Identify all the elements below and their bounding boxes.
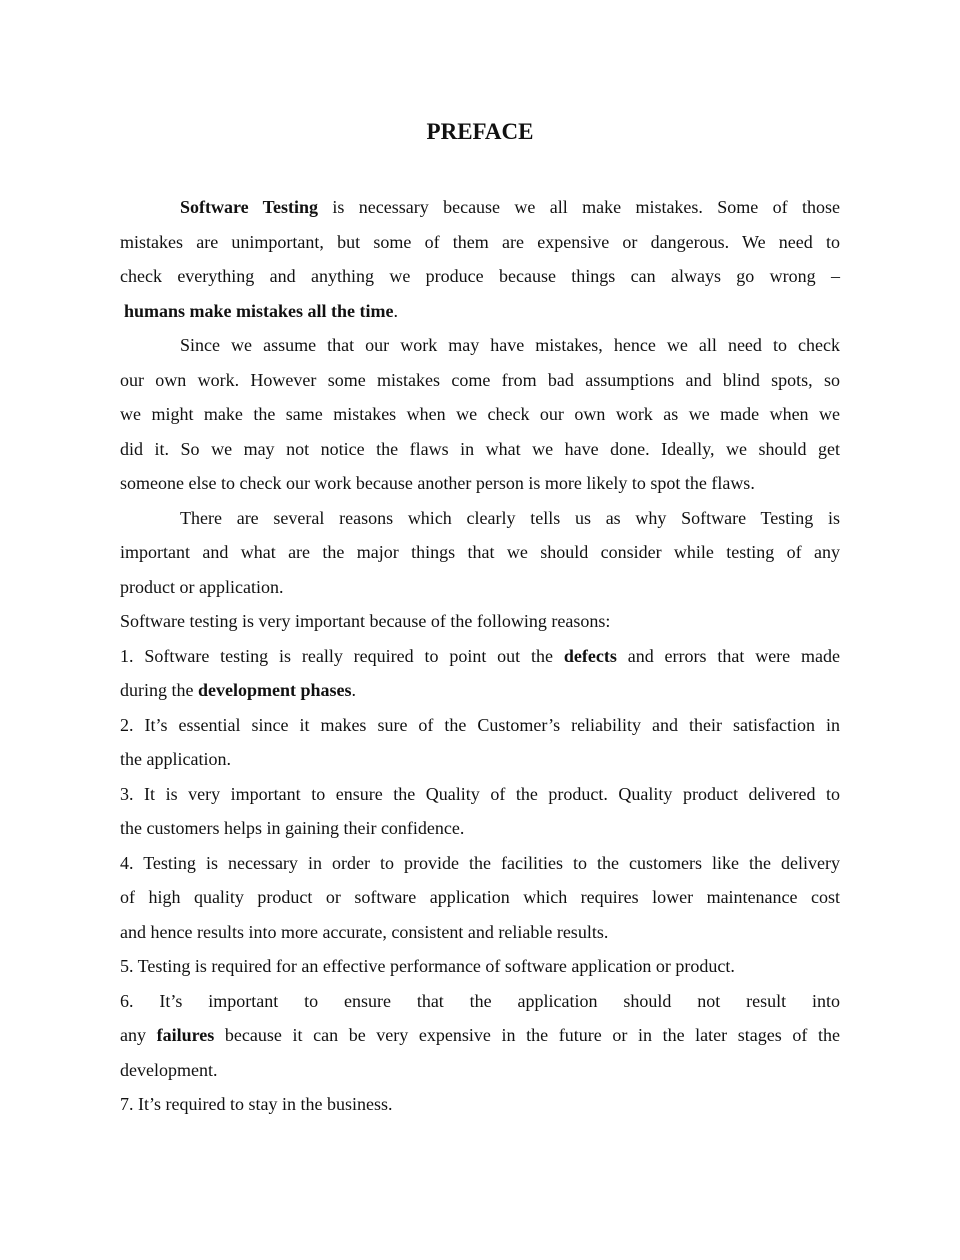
bold-term: development phases — [198, 680, 352, 700]
text-span: during the — [120, 680, 198, 700]
text-line: important and what are the major things that we should consider while testing of any — [120, 542, 840, 562]
text-span: . — [351, 680, 357, 700]
bold-term: humans make mistakes all the time — [124, 300, 394, 321]
text-line — [120, 673, 840, 708]
text-line — [120, 190, 840, 225]
text-span: and errors that were made — [616, 645, 840, 666]
text-line: we might make the same mistakes when we check our own work as we made when we — [120, 404, 840, 424]
text-line: development. — [120, 1059, 218, 1080]
text-line: of high quality product or software application which requires lower maintenance cost — [120, 887, 840, 907]
text-line: someone else to check our work because another person is more likely to spot the flaws. — [120, 473, 755, 493]
text-line: our own work. However some mistakes come from bad assumptions and blind spots, so — [120, 369, 840, 390]
text-line: mistakes are unimportant, but some of them are expensive or dangerous. We need to — [120, 231, 840, 252]
text-span: 1. Software testing is really required to point out the — [120, 645, 564, 666]
text-line — [120, 1018, 840, 1053]
text-span: . — [393, 300, 398, 321]
list-item-5: 5. Testing is required for an effective performance of software application or product. — [120, 956, 735, 976]
list-item-1 — [120, 639, 840, 674]
text-span: because it can be very expensive in the future or in the later stages of the — [214, 1025, 840, 1045]
list-item-4: 4. Testing is necessary in order to provide the facilities to the customers like the delivery — [120, 852, 840, 873]
bold-term: defects — [563, 645, 617, 666]
text-span: is necessary because we all make mistakes. Some of those — [318, 197, 840, 217]
text-line: check everything and anything we produce because things can always go wrong – — [120, 266, 840, 286]
text-line: product or application. — [120, 576, 284, 597]
text-line: Since we assume that our work may have mistakes, hence we all need to check — [180, 335, 840, 355]
list-item-2: 2. It’s essential since it makes sure of the Customer’s reliability and their satisfaction in — [120, 714, 840, 735]
text-line: the application. — [120, 749, 231, 769]
bold-term: Software Testing — [180, 197, 319, 217]
text-span: any — [120, 1025, 157, 1045]
text-line: and hence results into more accurate, consistent and reliable results. — [120, 921, 609, 942]
list-item-7: 7. It’s required to stay in the business. — [120, 1094, 393, 1114]
text-line: the customers helps in gaining their confidence. — [120, 818, 465, 838]
text-line: Software testing is very important because of the following reasons: — [120, 611, 611, 631]
bold-term: failures — [156, 1025, 215, 1045]
list-item-3: 3. It is very important to ensure the Quality of the product. Quality product delivered to — [120, 783, 840, 804]
text-line — [120, 294, 840, 329]
list-item-6: 6. It’s important to ensure that the application should not result into — [120, 990, 840, 1011]
preface-body — [120, 190, 840, 1122]
text-line: There are several reasons which clearly tells us as why Software Testing is — [180, 507, 840, 528]
page-title: PREFACE — [426, 119, 534, 144]
text-line: did it. So we may not notice the flaws in what we have done. Ideally, we should get — [120, 438, 840, 459]
